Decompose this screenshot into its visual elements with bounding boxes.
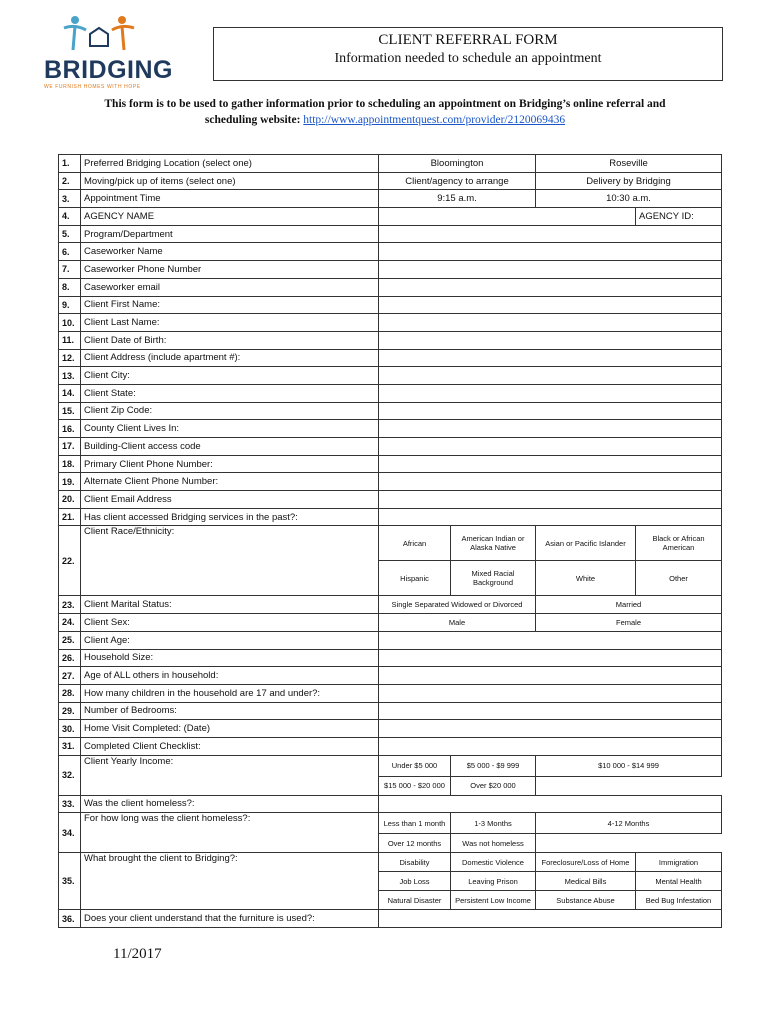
race-option[interactable]: American Indian or Alaska Native: [451, 526, 536, 561]
income-option[interactable]: Under $5 000: [379, 755, 451, 776]
others-age-field[interactable]: [379, 667, 722, 685]
reason-option[interactable]: Medical Bills: [536, 872, 636, 891]
row-number: 18.: [59, 455, 81, 473]
field-label: Client City:: [81, 367, 379, 385]
reason-option[interactable]: Immigration: [636, 853, 722, 872]
field-label: Preferred Bridging Location (select one): [81, 155, 379, 173]
client-age-field[interactable]: [379, 631, 722, 649]
referral-link[interactable]: http://www.appointmentquest.com/provider/2120069436: [303, 114, 566, 126]
row-number: 17.: [59, 438, 81, 456]
logo-figures-icon: [62, 14, 138, 54]
logo-wordmark: BRIDGING: [44, 56, 173, 84]
income-option[interactable]: $5 000 - $9 999: [451, 755, 536, 776]
form-row: [59, 737, 722, 755]
row-number: 16.: [59, 420, 81, 438]
access-code-field[interactable]: [379, 438, 722, 456]
field-label: AGENCY NAME: [81, 208, 379, 226]
form-row: [59, 190, 722, 208]
client-state-field[interactable]: [379, 384, 722, 402]
row-number: 36.: [59, 910, 81, 928]
row-number: 6.: [59, 243, 81, 261]
client-email-field[interactable]: [379, 491, 722, 509]
field-label: Building-Client access code: [81, 438, 379, 456]
form-row: [59, 261, 722, 279]
reason-option[interactable]: Domestic Violence: [451, 853, 536, 872]
form-row: [59, 349, 722, 367]
client-address-field[interactable]: [379, 349, 722, 367]
row-number: 30.: [59, 720, 81, 738]
past-services-field[interactable]: [379, 508, 722, 526]
field-label: What brought the client to Bridging?:: [81, 853, 379, 910]
race-option[interactable]: Mixed Racial Background: [451, 561, 536, 596]
form-row: [59, 596, 722, 614]
county-field[interactable]: [379, 420, 722, 438]
form-row: [59, 720, 722, 738]
income-option[interactable]: Over $20 000: [451, 776, 536, 795]
form-row: [59, 910, 722, 928]
row-number: 3.: [59, 190, 81, 208]
field-label: Client Date of Birth:: [81, 331, 379, 349]
row-number: 28.: [59, 684, 81, 702]
location-option-roseville[interactable]: Roseville: [536, 155, 722, 173]
program-field[interactable]: [379, 225, 722, 243]
blank-cell: [536, 834, 722, 853]
row-number: 32.: [59, 755, 81, 795]
form-row: [59, 172, 722, 190]
row-number: 29.: [59, 702, 81, 720]
row-number: 25.: [59, 631, 81, 649]
reason-option[interactable]: Persistent Low Income: [451, 891, 536, 910]
caseworker-email-field[interactable]: [379, 278, 722, 296]
field-label: County Client Lives In:: [81, 420, 379, 438]
field-label: Does your client understand that the furniture is used?:: [81, 910, 379, 928]
row-number: 27.: [59, 667, 81, 685]
form-row: [59, 631, 722, 649]
field-label: How many children in the household are 17 and under?:: [81, 684, 379, 702]
row-number: 26.: [59, 649, 81, 667]
field-label: Caseworker Phone Number: [81, 261, 379, 279]
homeless-duration-option[interactable]: Was not homeless: [451, 834, 536, 853]
row-number: 19.: [59, 473, 81, 491]
field-label: Client Age:: [81, 631, 379, 649]
field-label: Client Address (include apartment #):: [81, 349, 379, 367]
form-row: [59, 667, 722, 685]
time-option-1030[interactable]: 10:30 a.m.: [536, 190, 722, 208]
row-number: 14.: [59, 384, 81, 402]
row-number: 34.: [59, 813, 81, 853]
client-last-name-field[interactable]: [379, 314, 722, 332]
alternate-phone-field[interactable]: [379, 473, 722, 491]
form-row: [59, 508, 722, 526]
form-row: [59, 438, 722, 456]
form-row: [59, 614, 722, 632]
field-label: Was the client homeless?:: [81, 795, 379, 813]
row-number: 11.: [59, 331, 81, 349]
field-label: Client First Name:: [81, 296, 379, 314]
row-number: 4.: [59, 208, 81, 226]
reason-option[interactable]: Disability: [379, 853, 451, 872]
form-row: [59, 702, 722, 720]
field-label: For how long was the client homeless?:: [81, 813, 379, 853]
form-row: [59, 755, 722, 776]
form-row: [59, 367, 722, 385]
race-option[interactable]: African: [379, 526, 451, 561]
form-row: [59, 296, 722, 314]
sex-option-female[interactable]: Female: [536, 614, 722, 632]
reason-option[interactable]: Job Loss: [379, 872, 451, 891]
income-option[interactable]: $15 000 - $20 000: [379, 776, 451, 795]
row-number: 21.: [59, 508, 81, 526]
field-label: Client Race/Ethnicity:: [81, 526, 379, 596]
field-label: Client Email Address: [81, 491, 379, 509]
field-label: Caseworker Name: [81, 243, 379, 261]
race-option[interactable]: Black or African American: [636, 526, 722, 561]
row-number: 9.: [59, 296, 81, 314]
household-size-field[interactable]: [379, 649, 722, 667]
referral-form-table: [58, 154, 722, 928]
children-count-field[interactable]: [379, 684, 722, 702]
row-number: 20.: [59, 491, 81, 509]
field-label: Number of Bedrooms:: [81, 702, 379, 720]
home-visit-date-field[interactable]: [379, 720, 722, 738]
field-label: Caseworker email: [81, 278, 379, 296]
reason-option[interactable]: Mental Health: [636, 872, 722, 891]
row-number: 31.: [59, 737, 81, 755]
form-row: [59, 420, 722, 438]
form-subtitle: Information needed to schedule an appointment: [334, 51, 602, 66]
logo-tagline: WE FURNISH HOMES WITH HOPE: [44, 84, 141, 90]
row-number: 24.: [59, 614, 81, 632]
row-number: 8.: [59, 278, 81, 296]
field-label: Household Size:: [81, 649, 379, 667]
field-label: Client Yearly Income:: [81, 755, 379, 795]
row-number: 1.: [59, 155, 81, 173]
row-number: 15.: [59, 402, 81, 420]
form-row: [59, 649, 722, 667]
row-number: 7.: [59, 261, 81, 279]
form-row: [59, 402, 722, 420]
moving-option-bridging[interactable]: Delivery by Bridging: [536, 172, 722, 190]
field-label: Has client accessed Bridging services in the past?:: [81, 508, 379, 526]
row-number: 5.: [59, 225, 81, 243]
field-label: Age of ALL others in household:: [81, 667, 379, 685]
checklist-field[interactable]: [379, 737, 722, 755]
form-row: [59, 278, 722, 296]
row-number: 2.: [59, 172, 81, 190]
race-option[interactable]: Hispanic: [379, 561, 451, 596]
time-option-0915[interactable]: 9:15 a.m.: [379, 190, 536, 208]
race-option[interactable]: White: [536, 561, 636, 596]
homeless-field[interactable]: [379, 795, 722, 813]
agency-name-field[interactable]: [379, 208, 636, 226]
moving-option-agency[interactable]: Client/agency to arrange: [379, 172, 536, 190]
marital-option-single[interactable]: Single Separated Widowed or Divorced: [379, 596, 536, 614]
form-row: [59, 208, 722, 226]
field-label: Client Last Name:: [81, 314, 379, 332]
field-label: Home Visit Completed: (Date): [81, 720, 379, 738]
race-option[interactable]: Other: [636, 561, 722, 596]
reason-option[interactable]: Bed Bug Infestation: [636, 891, 722, 910]
reason-option[interactable]: Leaving Prison: [451, 872, 536, 891]
homeless-duration-option[interactable]: Less than 1 month: [379, 813, 451, 834]
homeless-duration-option[interactable]: 1-3 Months: [451, 813, 536, 834]
reason-option[interactable]: Natural Disaster: [379, 891, 451, 910]
row-number: 13.: [59, 367, 81, 385]
furniture-used-field[interactable]: [379, 910, 722, 928]
form-title: CLIENT REFERRAL FORM: [378, 32, 558, 48]
intro-sentence: This form is to be used to gather information prior to scheduling an appointment on Bridging’s online referral and scheduling website:: [104, 98, 666, 126]
field-label: Client Marital Status:: [81, 596, 379, 614]
form-row: [59, 331, 722, 349]
form-row: [59, 795, 722, 813]
form-row: [59, 384, 722, 402]
form-revision-date: 11/2017: [113, 946, 162, 962]
field-label: Client State:: [81, 384, 379, 402]
reason-option[interactable]: Foreclosure/Loss of Home: [536, 853, 636, 872]
agency-id-field[interactable]: AGENCY ID:: [636, 208, 722, 226]
row-number: 33.: [59, 795, 81, 813]
client-first-name-field[interactable]: [379, 296, 722, 314]
location-option-bloomington[interactable]: Bloomington: [379, 155, 536, 173]
sex-option-male[interactable]: Male: [379, 614, 536, 632]
row-number: 22.: [59, 526, 81, 596]
form-row: [59, 473, 722, 491]
income-option[interactable]: $10 000 - $14 999: [536, 755, 722, 776]
form-row: [59, 813, 722, 834]
form-row: [59, 314, 722, 332]
form-row: [59, 243, 722, 261]
form-row: [59, 853, 722, 872]
field-label: Appointment Time: [81, 190, 379, 208]
row-number: 12.: [59, 349, 81, 367]
form-row: [59, 455, 722, 473]
homeless-duration-option[interactable]: 4-12 Months: [536, 813, 722, 834]
race-option[interactable]: Asian or Pacific Islander: [536, 526, 636, 561]
form-row: [59, 684, 722, 702]
field-label: Completed Client Checklist:: [81, 737, 379, 755]
marital-option-married[interactable]: Married: [536, 596, 722, 614]
blank-cell: [536, 776, 722, 795]
client-dob-field[interactable]: [379, 331, 722, 349]
field-label: Client Sex:: [81, 614, 379, 632]
row-number: 23.: [59, 596, 81, 614]
form-row: [59, 526, 722, 561]
intro-text: [80, 96, 690, 128]
field-label: Client Zip Code:: [81, 402, 379, 420]
reason-option[interactable]: Substance Abuse: [536, 891, 636, 910]
field-label: Primary Client Phone Number:: [81, 455, 379, 473]
homeless-duration-option[interactable]: Over 12 months: [379, 834, 451, 853]
field-label: Program/Department: [81, 225, 379, 243]
form-row: [59, 225, 722, 243]
row-number: 35.: [59, 853, 81, 910]
row-number: 10.: [59, 314, 81, 332]
bedrooms-field[interactable]: [379, 702, 722, 720]
client-city-field[interactable]: [379, 367, 722, 385]
form-row: [59, 491, 722, 509]
client-zip-field[interactable]: [379, 402, 722, 420]
caseworker-name-field[interactable]: [379, 243, 722, 261]
field-label: Alternate Client Phone Number:: [81, 473, 379, 491]
caseworker-phone-field[interactable]: [379, 261, 722, 279]
bridging-logo: [40, 14, 173, 90]
form-title-box: [213, 27, 723, 81]
form-row: [59, 155, 722, 173]
field-label: Moving/pick up of items (select one): [81, 172, 379, 190]
primary-phone-field[interactable]: [379, 455, 722, 473]
